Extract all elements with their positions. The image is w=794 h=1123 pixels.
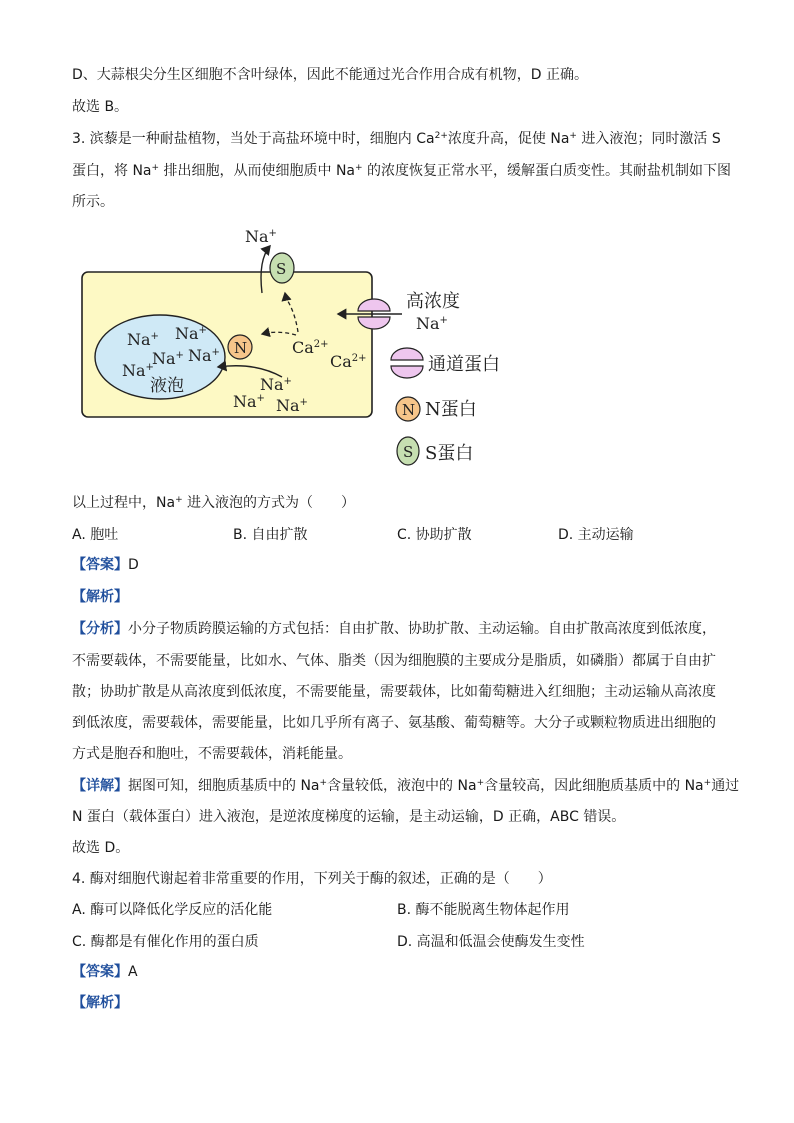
q3-fenxi-line-5: 方式是胞吞和胞吐，不需要载体，消耗能量。 [72,746,352,762]
q3-fenxi-line-3: 散；协助扩散是从高浓度到低浓度，不需要能量，需要载体，比如葡萄糖进入红细胞；主动运输从高浓度 [72,684,716,700]
q3-answer: 【答案】D [72,557,139,573]
q3-fenxi-line-1: 【分析】小分子物质跨膜运输的方式包括：自由扩散、协助扩散、主动运输。自由扩散高浓度到低浓度， [72,621,716,637]
q3-xiangjie-line-2: N 蛋白（载体蛋白）进入液泡，是逆浓度梯度的运输，是主动运输，D 正确，ABC 错误。 [72,809,626,825]
legend-n-letter: N [402,401,416,419]
svg-text:Na+: Na+ [175,324,207,343]
legend [391,348,500,465]
n-protein-letter: N [234,339,248,357]
high-conc-label: 高浓度 [406,291,460,312]
q3-xiangjie-line-1: 【详解】据图可知，细胞质基质中的 Na+含量较低，液泡中的 Na+含量较高，因此细胞质基质中的 Na+通过 [72,778,740,794]
q3-option-b: B. 自由扩散 [233,527,308,543]
svg-text:Na+: Na+ [122,361,154,380]
legend-s-label: S蛋白 [425,443,474,464]
outside-na: Na+ [416,314,448,333]
svg-text:Ca2+: $Ca^{2+}$ [292,338,329,357]
q3-option-c: C. 协助扩散 [397,527,472,543]
q3-stem-line-2: 蛋白，将 Na+ 排出细胞，从而使细胞质中 Na+ 的浓度恢复正常水平，缓解蛋白质变性。其耐盐机制如下图 [72,163,732,179]
q4-option-b: B. 酶不能脱离生物体起作用 [397,902,570,918]
q3-analysis-tag: 【解析】 [72,589,128,605]
legend-channel-icon [391,348,423,378]
q4-stem: 4. 酶对细胞代谢起着非常重要的作用，下列关于酶的叙述，正确的是（ ） [72,871,552,887]
svg-text:Na+: Na+ [233,392,265,411]
legend-n-label: N蛋白 [425,399,477,420]
q4-analysis-tag: 【解析】 [72,995,128,1011]
prev-conclusion: 故选 B。 [72,99,129,115]
svg-text:Na+: Na+ [260,375,292,394]
q4-option-d: D. 高温和低温会使酶发生变性 [397,934,585,950]
salt-tolerance-figure [0,0,794,480]
q3-option-a: A. 胞吐 [72,527,119,543]
vacuole-label: 液泡 [150,376,184,396]
legend-s-letter: S [403,443,414,461]
svg-text:Ca2+: $Ca^{2+}$ [330,352,367,371]
q3-stem-line-1: 3. 滨藜是一种耐盐植物，当处于高盐环境中时，细胞内 $Ca^{2+}$浓度升高，促使 Na+ 进入液泡；同时激活 S [72,131,721,147]
q3-question: 以上过程中，Na+ 进入液泡的方式为（ ） [72,495,356,511]
option-d-explanation: D、大蒜根尖分生区细胞不含叶绿体，因此不能通过光合作用合成有机物，D 正确。 [72,67,589,83]
q3-option-d: D. 主动运输 [558,527,634,543]
q4-option-a: A. 酶可以降低化学反应的活化能 [72,902,273,918]
q3-fenxi-line-2: 不需要载体，不需要能量，比如水、气体、脂类（因为细胞膜的主要成分是脂质，如磷脂）都属于自由扩 [72,653,716,669]
svg-text:Na+: Na+ [152,349,184,368]
q4-answer: 【答案】A [72,964,138,980]
q4-option-c: C. 酶都是有催化作用的蛋白质 [72,934,259,950]
q3-conclusion: 故选 D。 [72,840,130,856]
q3-fenxi-line-4: 到低浓度，需要载体，需要能量，比如几乎所有离子、氨基酸、葡萄糖等。大分子或颗粒物质进出细胞的 [72,715,716,731]
q3-stem-line-3: 所示。 [72,194,114,210]
legend-channel-label: 通道蛋白 [428,354,500,375]
exported-na: Na+ [245,227,277,246]
svg-text:Na+: Na+ [276,396,308,415]
svg-text:Na+: Na+ [188,346,220,365]
svg-text:Na+: Na+ [127,330,159,349]
s-protein-letter: S [276,260,287,278]
